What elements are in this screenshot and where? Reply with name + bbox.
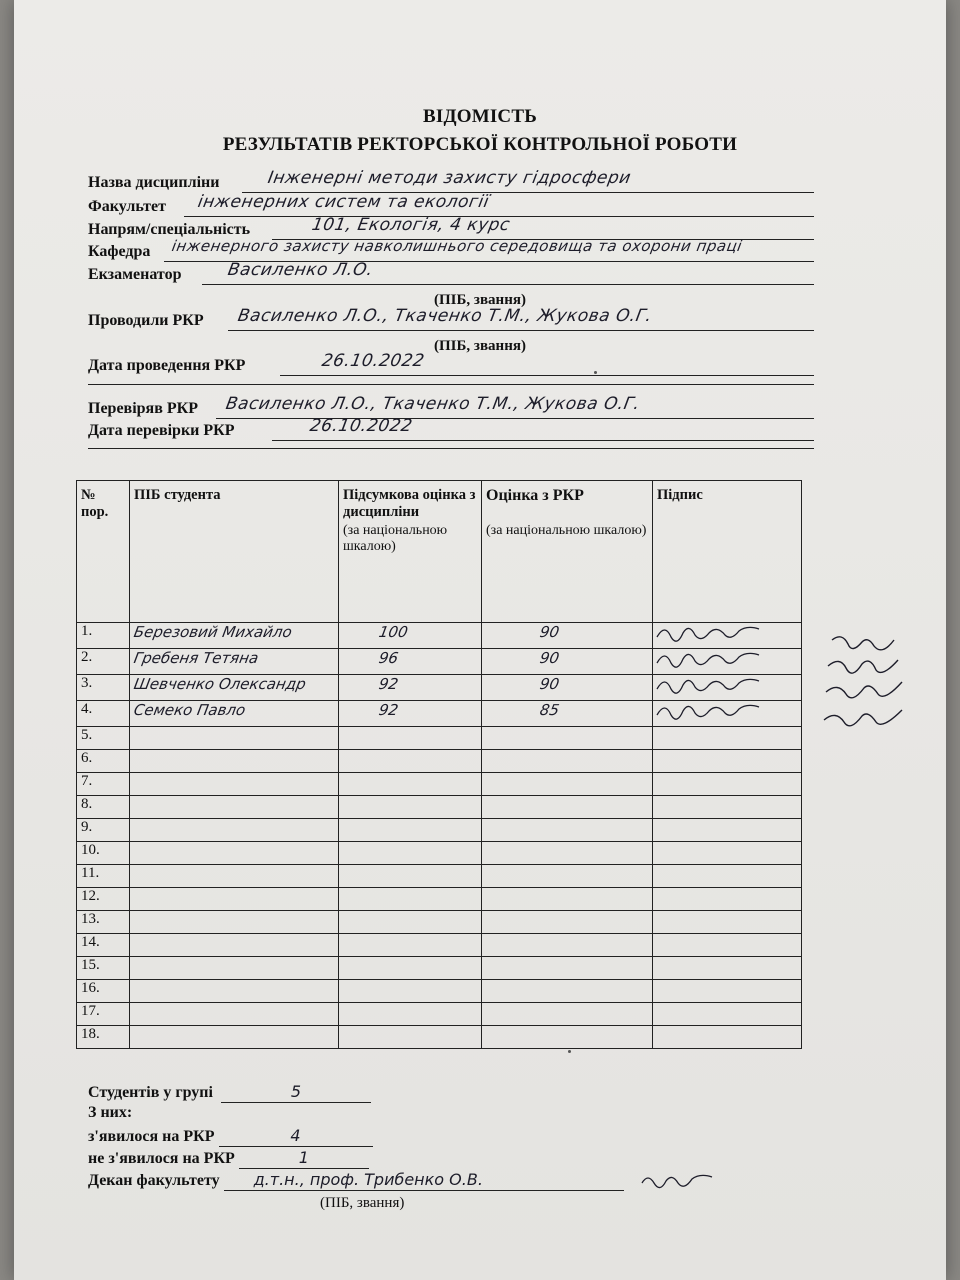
table-row [77,842,802,865]
row-student-name [130,1003,339,1026]
discipline-value: Інженерні методи захисту гідросфери [266,168,633,188]
row-num: 17. [77,1003,130,1026]
examiner-line [202,284,814,285]
check-date-value: 26.10.2022 [308,416,415,436]
table-body [77,623,802,1049]
students-field [88,1082,371,1103]
row-final-grade-value: 92 [377,701,400,719]
examiner-label: Екзаменатор [88,266,182,283]
absent-field [88,1148,369,1169]
row-num: 14. [77,934,130,957]
row-final-grade [339,623,482,649]
document-subtitle: РЕЗУЛЬТАТІВ РЕКТОРСЬКОЇ КОНТРОЛЬНОЇ РОБОТИ [222,134,738,155]
row-final-grade [339,1003,482,1026]
row-signature [653,623,802,649]
row-student-name [130,957,339,980]
signature-mark [653,623,783,643]
specialty-value: 101, Екологія, 4 курс [310,215,512,235]
table-row [77,701,802,727]
row-rkr-grade [482,1003,653,1026]
department-value: інженерного захисту навколишнього середовища та охорони праці [170,237,744,255]
row-rkr-grade-value: 90 [538,675,561,693]
col-final-header [339,481,482,623]
row-rkr-grade [482,819,653,842]
dean-signature [638,1171,728,1191]
row-rkr-grade [482,750,653,773]
row-student-name [130,980,339,1003]
absent-value: 1 [298,1148,309,1167]
table-row [77,865,802,888]
row-rkr-grade [482,675,653,701]
row-final-grade [339,649,482,675]
row-rkr-grade [482,623,653,649]
row-student-name [130,865,339,888]
faculty-label: Факультет [88,198,166,215]
examiner-value: Василенко Л.О. [226,260,375,280]
results-table [76,480,802,1049]
signature-mark [653,701,783,721]
conducted-line [228,330,814,331]
document-sheet [14,0,946,1280]
row-num: 5. [77,727,130,750]
row-signature [653,1026,802,1049]
row-final-grade [339,934,482,957]
row-num: 11. [77,865,130,888]
dean-value: д.т.н., проф. Трибенко О.В. [253,1170,483,1189]
row-student-name [130,842,339,865]
signature-mark [653,675,783,695]
row-final-grade [339,675,482,701]
dean-field [88,1170,728,1191]
table-row [77,796,802,819]
row-student-name [130,796,339,819]
row-final-grade [339,888,482,911]
conducted-note: (ПІБ, звання) [434,338,526,354]
row-num: 7. [77,773,130,796]
row-num: 6. [77,750,130,773]
table-row [77,750,802,773]
row-signature [653,773,802,796]
row-final-grade [339,750,482,773]
ink-speck [568,1050,571,1053]
row-student-name [130,1026,339,1049]
row-rkr-grade [482,1026,653,1049]
students-line [221,1082,371,1103]
row-student-name [130,819,339,842]
row-final-grade [339,796,482,819]
discipline-label: Назва дисципліни [88,174,220,191]
row-student-name [130,701,339,727]
table-row [77,675,802,701]
row-final-grade-value: 92 [377,675,400,693]
table-row [77,980,802,1003]
appeared-value: 4 [290,1126,301,1145]
check-date-line [272,440,814,441]
appeared-label: з'явилося на РКР [88,1128,215,1145]
col-rkr-header [482,481,653,623]
table-row [77,773,802,796]
col-final-note: (за національною шкалою) [343,523,448,554]
table-row [77,957,802,980]
row-signature [653,1003,802,1026]
row-signature [653,980,802,1003]
row-signature [653,819,802,842]
appeared-field [88,1126,373,1147]
dean-line [224,1170,624,1191]
row-rkr-grade [482,773,653,796]
ink-speck [594,371,597,374]
col-num-header: № пор. [77,481,130,623]
row-final-grade [339,1026,482,1049]
row-num: 2. [77,649,130,675]
row-num: 10. [77,842,130,865]
row-signature [653,888,802,911]
row-num: 4. [77,701,130,727]
dean-note: (ПІБ, звання) [320,1195,405,1211]
signature-scribbles [822,630,912,740]
row-rkr-grade [482,934,653,957]
table-row [77,911,802,934]
absent-label: не з'явилося на РКР [88,1150,235,1167]
row-final-grade [339,865,482,888]
row-signature [653,842,802,865]
col-sign-header: Підпис [653,481,802,623]
row-rkr-grade [482,796,653,819]
exam-date-label: Дата проведення РКР [88,357,246,374]
row-num: 3. [77,675,130,701]
row-student-name [130,773,339,796]
faculty-value: інженерних систем та екології [196,192,491,212]
department-label: Кафедра [88,243,151,260]
row-student-name [130,675,339,701]
col-rkr-title: Оцінка з РКР [486,487,584,504]
row-rkr-grade [482,888,653,911]
row-rkr-grade [482,842,653,865]
check-date-label: Дата перевірки РКР [88,422,235,439]
row-rkr-grade [482,727,653,750]
checked-value: Василенко Л.О., Ткаченко Т.М., Жукова О.Г. [224,394,642,414]
row-rkr-grade-value: 90 [538,623,561,641]
row-num: 1. [77,623,130,649]
row-signature [653,934,802,957]
row-signature [653,675,802,701]
row-student-name [130,911,339,934]
col-name-header: ПІБ студента [130,481,339,623]
row-rkr-grade [482,865,653,888]
signature-mark [653,649,783,669]
row-signature [653,911,802,934]
row-num: 12. [77,888,130,911]
table-row [77,1026,802,1049]
row-final-grade [339,701,482,727]
row-signature [653,750,802,773]
students-value: 5 [290,1082,302,1101]
row-signature [653,865,802,888]
row-rkr-grade [482,957,653,980]
row-signature [653,649,802,675]
table-row [77,888,802,911]
row-final-grade [339,911,482,934]
exam-date-value: 26.10.2022 [320,351,427,371]
row-student-name [130,623,339,649]
col-final-title: Підсумкова оцінка з дисципліни [343,487,476,520]
appeared-line [219,1126,373,1147]
row-num: 9. [77,819,130,842]
row-signature [653,727,802,750]
row-signature [653,701,802,727]
row-rkr-grade-value: 90 [538,649,561,667]
row-final-grade-value: 96 [377,649,400,667]
row-final-grade-value: 100 [377,623,410,641]
row-student-name-value: Березовий Михайло [132,623,294,641]
table-row [77,727,802,750]
exam-date-line [280,375,814,376]
row-num: 18. [77,1026,130,1049]
row-num: 16. [77,980,130,1003]
table-row [77,649,802,675]
row-student-name-value: Семеко Павло [132,701,247,719]
students-label: Студентів у групі [88,1084,213,1101]
row-student-name [130,727,339,750]
row-final-grade [339,727,482,750]
specialty-label: Напрям/спеціальність [88,221,251,238]
row-student-name [130,888,339,911]
row-student-name [130,934,339,957]
absent-line [239,1148,369,1169]
row-student-name-value: Шевченко Олександр [132,675,308,693]
checked-label: Перевіряв РКР [88,400,198,417]
row-rkr-grade [482,649,653,675]
row-final-grade [339,819,482,842]
row-signature [653,957,802,980]
row-num: 8. [77,796,130,819]
row-rkr-grade-value: 85 [538,701,561,719]
examiner-note: (ПІБ, звання) [434,292,526,308]
row-rkr-grade [482,701,653,727]
row-signature [653,796,802,819]
row-final-grade [339,957,482,980]
table-header-row [77,481,802,623]
table-row [77,934,802,957]
document-title: ВІДОМІСТЬ [422,106,537,127]
table-row [77,1003,802,1026]
row-student-name [130,750,339,773]
row-rkr-grade [482,980,653,1003]
row-num: 15. [77,957,130,980]
row-num: 13. [77,911,130,934]
row-rkr-grade [482,911,653,934]
col-rkr-note: (за національною шкалою) [486,523,647,538]
conducted-label: Проводили РКР [88,312,204,329]
row-student-name [130,649,339,675]
checked-line [216,418,814,419]
table-row [77,819,802,842]
row-final-grade [339,842,482,865]
row-student-name-value: Гребеня Тетяна [132,649,260,667]
conducted-value: Василенко Л.О., Ткаченко Т.М., Жукова О.Г. [236,306,654,326]
of-them-label: З них: [88,1104,133,1121]
row-final-grade [339,980,482,1003]
table-row [77,623,802,649]
row-final-grade [339,773,482,796]
dean-label: Декан факультету [88,1172,220,1189]
